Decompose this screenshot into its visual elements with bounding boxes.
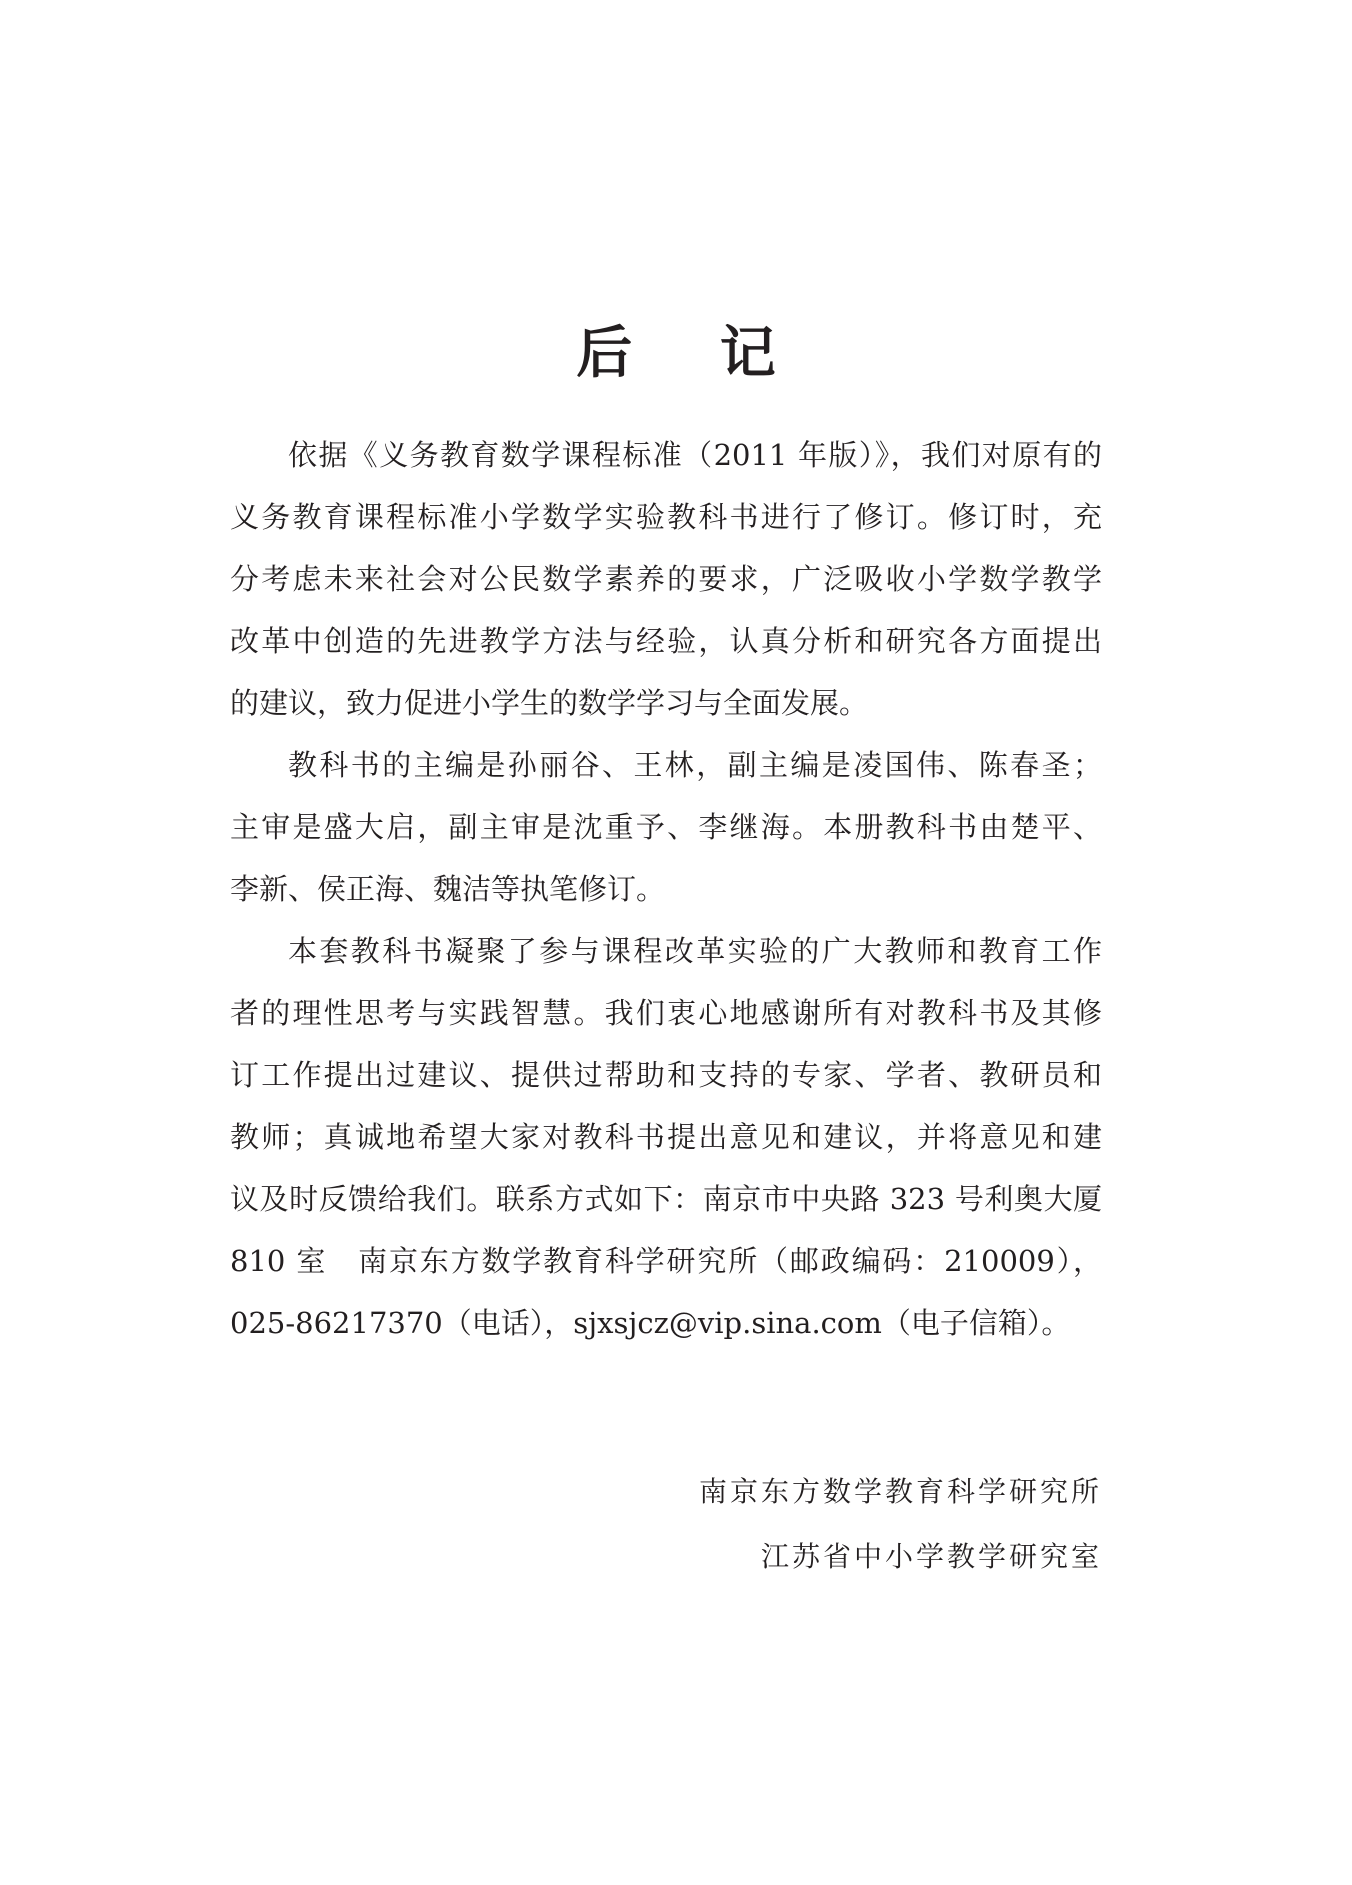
text-line: 义务教育课程标准小学数学实验教科书进行了修订。修订时，充: [230, 500, 1102, 534]
text-line: 依据《义务教育数学课程标准（2011 年版）》，我们对原有的: [288, 438, 1102, 472]
text-line: 810 室 南京东方数学教育科学研究所（邮政编码：210009），: [230, 1244, 1102, 1278]
paragraph-editors: [230, 734, 1102, 920]
paragraph-acknowledgements: [230, 920, 1102, 1354]
text-line: 教科书的主编是孙丽谷、王林，副主编是凌国伟、陈春圣；: [288, 748, 1102, 782]
afterword-body: [230, 424, 1102, 1354]
text-line: 李新、侯正海、魏洁等执笔修订。: [230, 872, 666, 906]
text-line: 的建议，致力促进小学生的数学学习与全面发展。: [230, 686, 869, 720]
contact-info-line: 025-86217370（电话），sjxsjcz@vip.sina.com（电子信箱）。: [230, 1306, 1071, 1340]
paragraph-revision-basis: [230, 424, 1102, 734]
text-line: 本套教科书凝聚了参与课程改革实验的广大教师和教育工作: [288, 934, 1102, 968]
signature-institute: 南京东方数学教育科学研究所: [698, 1475, 1102, 1508]
text-line: 议及时反馈给我们。联系方式如下：南京市中央路 323 号利奥大厦: [230, 1182, 1102, 1216]
text-line: 改革中创造的先进教学方法与经验，认真分析和研究各方面提出: [230, 624, 1102, 658]
text-line: 教师；真诚地希望大家对教科书提出意见和建议，并将意见和建: [230, 1120, 1102, 1154]
signature-block: [699, 1459, 1102, 1589]
text-line: 者的理性思考与实践智慧。我们衷心地感谢所有对教科书及其修: [230, 996, 1102, 1030]
signature-research-office: 江苏省中小学教学研究室: [760, 1540, 1102, 1573]
page-title: 后 记: [576, 320, 810, 386]
text-line: 主审是盛大启，副主审是沈重予、李继海。本册教科书由楚平、: [230, 810, 1102, 844]
text-line: 订工作提出过建议、提供过帮助和支持的专家、学者、教研员和: [230, 1058, 1102, 1092]
text-line: 分考虑未来社会对公民数学素养的要求，广泛吸收小学数学教学: [230, 562, 1102, 596]
